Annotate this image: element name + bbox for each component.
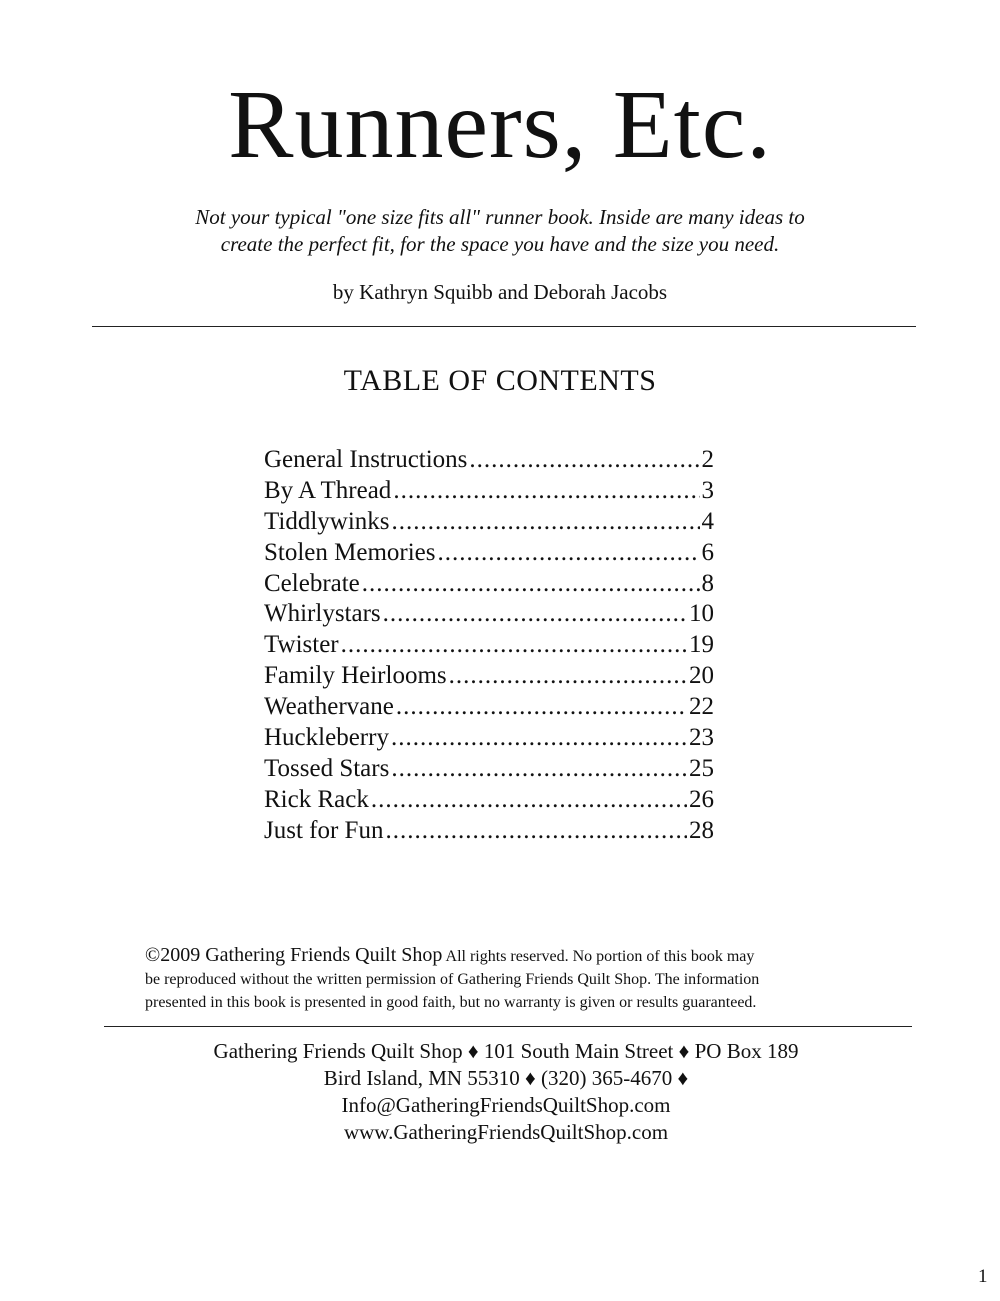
toc-entry-name: Family Heirlooms bbox=[264, 662, 447, 690]
toc-entry-page: 4 bbox=[701, 507, 714, 535]
bottom-divider bbox=[104, 1026, 912, 1027]
toc-entry-by-a-thread bbox=[264, 477, 714, 508]
tagline-line-1: Not your typical "one size fits all" runner book. Inside are many ideas to bbox=[195, 205, 805, 229]
toc-entry-page: 3 bbox=[701, 476, 714, 504]
book-tagline bbox=[0, 204, 1000, 258]
authors-byline: by Kathryn Squibb and Deborah Jacobs bbox=[332, 280, 668, 304]
tagline-line-2: create the perfect fit, for the space you have and the size you need. bbox=[220, 232, 780, 256]
toc-entry-page: 26 bbox=[689, 785, 714, 813]
toc-entry-name: General Instructions bbox=[264, 446, 468, 473]
toc-entry-weathervane bbox=[264, 693, 714, 724]
toc-entry-page: 25 bbox=[689, 754, 714, 782]
toc-leader-dots bbox=[391, 724, 687, 752]
toc-entry-page: 8 bbox=[701, 569, 714, 597]
toc-entry-name: Stolen Memories bbox=[264, 538, 436, 566]
toc-entry-name: Twister bbox=[264, 631, 339, 659]
toc-entry-rick-rack bbox=[264, 786, 714, 817]
toc-leader-dots bbox=[469, 446, 699, 474]
toc-entry-page: 20 bbox=[689, 662, 714, 690]
toc-leader-dots bbox=[383, 600, 687, 628]
toc-entry-tossed-stars bbox=[264, 755, 714, 786]
toc-entry-name: Just for Fun bbox=[264, 816, 384, 844]
toc-entry-name: Whirlystars bbox=[264, 600, 381, 628]
copyright-line-1 bbox=[145, 944, 865, 968]
contact-address-line-2: Bird Island, MN 55310 ♦ (320) 365-4670 ♦ bbox=[323, 1066, 689, 1090]
top-divider bbox=[92, 326, 916, 327]
toc-entry-celebrate bbox=[264, 570, 714, 601]
toc-entry-family-heirlooms bbox=[264, 662, 714, 693]
toc-entry-twister bbox=[264, 631, 714, 662]
toc-entry-page: 6 bbox=[701, 538, 714, 566]
toc-entry-name: Tossed Stars bbox=[264, 754, 390, 782]
toc-entry-page: 2 bbox=[701, 446, 714, 473]
toc-leader-dots bbox=[396, 693, 687, 721]
toc-entry-huckleberry bbox=[264, 724, 714, 755]
toc-leader-dots bbox=[393, 477, 699, 505]
table-of-contents bbox=[264, 446, 714, 848]
toc-entry-just-for-fun bbox=[264, 817, 714, 848]
contact-block bbox=[0, 1038, 1000, 1146]
toc-entry-stolen-memories bbox=[264, 539, 714, 570]
contact-address-line-1: Gathering Friends Quilt Shop ♦ 101 South Main Street ♦ PO Box 189 bbox=[213, 1039, 799, 1063]
toc-leader-dots bbox=[362, 570, 700, 598]
toc-entry-general-instructions bbox=[264, 446, 714, 477]
toc-entry-whirlystars bbox=[264, 600, 714, 631]
toc-entry-tiddlywinks bbox=[264, 508, 714, 539]
toc-entry-name: Celebrate bbox=[264, 569, 360, 597]
contact-email: Info@GatheringFriendsQuiltShop.com bbox=[341, 1093, 671, 1117]
copyright-lead: ©2009 Gathering Friends Quilt Shop bbox=[145, 944, 443, 966]
toc-entry-name: Huckleberry bbox=[264, 724, 389, 752]
toc-heading: TABLE OF CONTENTS bbox=[343, 364, 657, 397]
toc-entry-page: 19 bbox=[689, 631, 714, 659]
toc-entry-page: 28 bbox=[689, 816, 714, 844]
toc-entry-page: 23 bbox=[689, 724, 714, 752]
toc-entry-page: 22 bbox=[689, 693, 714, 721]
book-title: Runners, Etc. bbox=[228, 71, 772, 179]
copyright-line-2: be reproduced without the written permission of Gathering Friends Quilt Shop. The information bbox=[145, 971, 760, 988]
toc-entry-name: Weathervane bbox=[264, 693, 394, 721]
copyright-notice bbox=[145, 944, 865, 1014]
toc-leader-dots bbox=[385, 817, 687, 845]
toc-leader-dots bbox=[449, 662, 687, 690]
copyright-line-3: presented in this book is presented in good faith, but no warranty is given or results guaranteed. bbox=[145, 994, 757, 1011]
toc-leader-dots bbox=[371, 786, 687, 814]
toc-leader-dots bbox=[438, 539, 700, 567]
toc-entry-name: Tiddlywinks bbox=[264, 507, 390, 535]
contact-website: www.GatheringFriendsQuiltShop.com bbox=[343, 1120, 669, 1144]
page-number: 1 bbox=[978, 1266, 988, 1287]
toc-leader-dots bbox=[391, 755, 687, 783]
copyright-line-1-rest: All rights reserved. No portion of this book may bbox=[442, 948, 755, 965]
toc-entry-page: 10 bbox=[689, 600, 714, 628]
toc-entry-name: Rick Rack bbox=[264, 785, 369, 813]
toc-leader-dots bbox=[392, 508, 700, 536]
toc-leader-dots bbox=[341, 631, 687, 659]
toc-entry-name: By A Thread bbox=[264, 476, 392, 504]
